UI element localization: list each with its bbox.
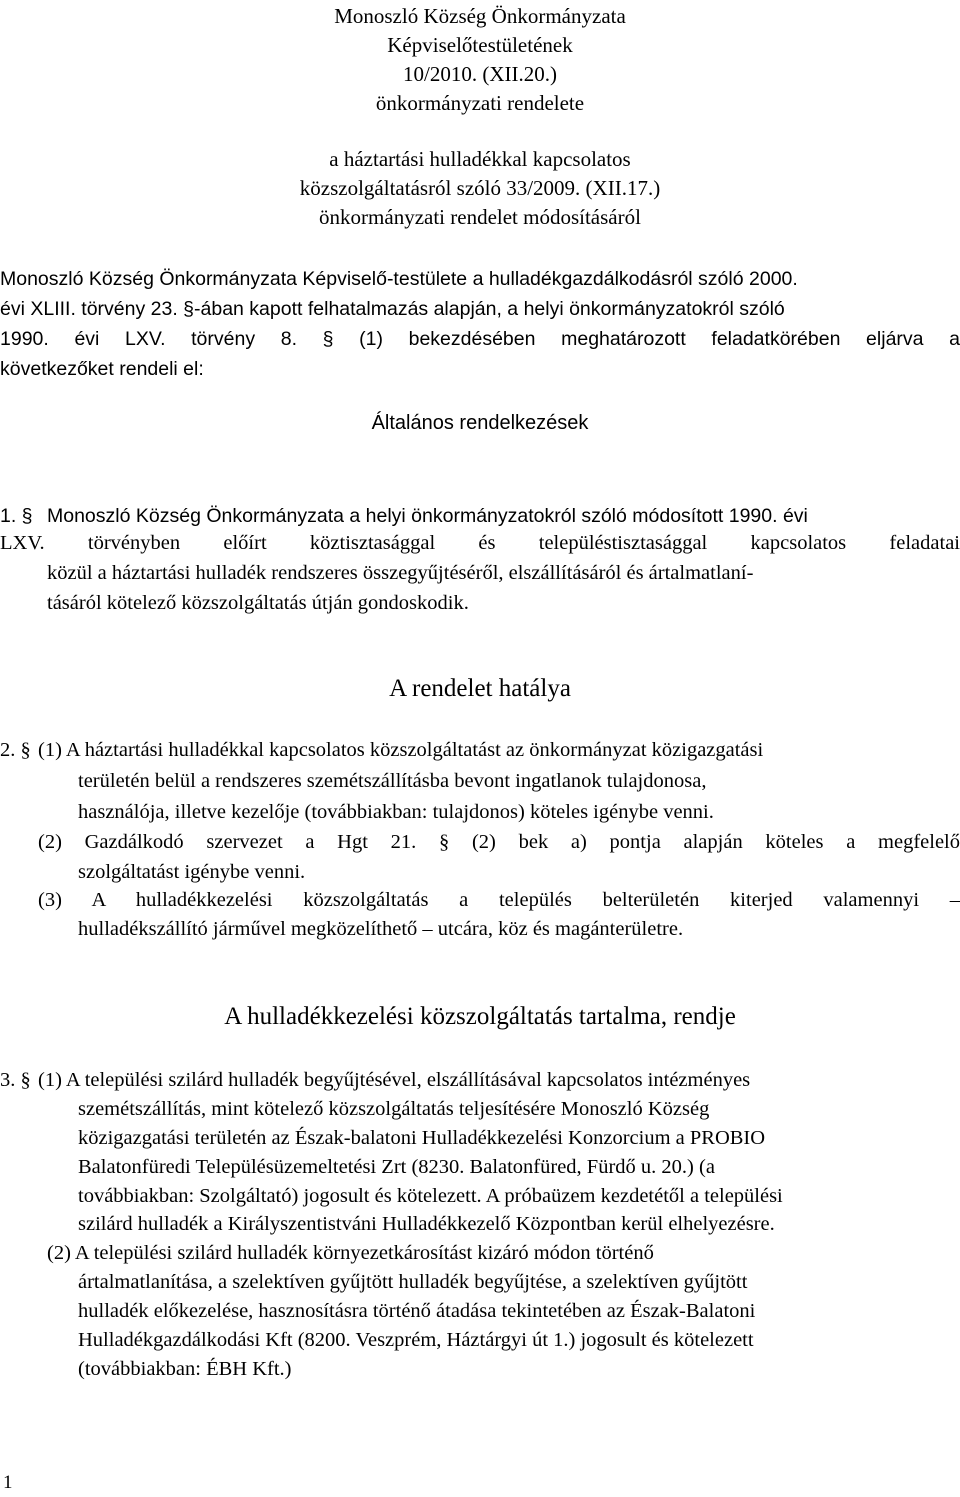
paragraph-3-line: (továbbiakban: ÉBH Kft.) <box>78 1358 292 1380</box>
paragraph-3-line: szemétszállítás, mint kötelező közszolgáltatás teljesítésére Monoszló Község <box>78 1098 710 1120</box>
paragraph-number: 2. § <box>0 739 31 761</box>
paragraph-2-line: szolgáltatást igénybe venni. <box>78 861 306 883</box>
paragraph-3-line: Hulladékgazdálkodási Kft (8200. Veszprém, Háztárgyi út 1.) jogosult és kötelezett <box>78 1329 754 1351</box>
paragraph-3-line: hulladék előkezelése, hasznosításra történő átadása tekintetében az Észak-Balatoni <box>78 1300 756 1322</box>
paragraph-3-line: Balatonfüredi Településüzemeltetési Zrt (8230. Balatonfüred, Fürdő u. 20.) (a <box>78 1156 715 1178</box>
paragraph-1-line: közül a háztartási hulladék rendszeres összegyűjtéséről, elszállításáról és ártalmatlaní- <box>47 562 754 584</box>
paragraph-1-line: LXV. törvényben előírt köztisztasággal és településtisztasággal kapcsolatos feladatai <box>0 532 960 554</box>
issuer-line: Monoszló Község Önkormányzata <box>334 4 626 28</box>
section-title-service: A hulladékkezelési közszolgáltatás tartalma, rendje <box>224 1003 736 1030</box>
preamble-line: évi XLIII. törvény 23. §-ában kapott felhatalmazás alapján, a helyi önkormányzatokról szóló <box>0 298 785 320</box>
decree-type: önkormányzati rendelete <box>375 91 585 115</box>
paragraph-3-line: (2) A települési szilárd hulladék környezetkárosítást kizáró módon történő <box>47 1242 654 1264</box>
paragraph-3-line: (1) A települési szilárd hulladék begyűjtésével, elszállításával kapcsolatos intézményes <box>38 1069 751 1091</box>
preamble-line: következőket rendeli el: <box>0 358 204 380</box>
decree-subject-line: önkormányzati rendelet módosításáról <box>319 205 641 229</box>
decree-number: 10/2010. (XII.20.) <box>403 62 557 86</box>
preamble-line: Monoszló Község Önkormányzata Képviselő-testülete a hulladékgazdálkodásról szóló 2000. <box>0 268 798 290</box>
paragraph-3-line: közigazgatási területén az Észak-balatoni Hulladékkezelési Konzorcium a PROBIO <box>78 1127 766 1149</box>
paragraph-2-line: (1) A háztartási hulladékkal kapcsolatos közszolgáltatást az önkormányzat közigazgatási <box>38 739 764 761</box>
paragraph-number: 1. § <box>0 505 33 527</box>
section-title-general: Általános rendelkezések <box>371 412 589 434</box>
section-title-scope: A rendelet hatálya <box>389 675 571 702</box>
page-number: 1 <box>3 1472 13 1493</box>
paragraph-2-line: használója, illetve kezelője (továbbiakban: tulajdonos) köteles igénybe venni. <box>78 801 714 823</box>
paragraph-1-line: Monoszló Község Önkormányzata a helyi önkormányzatokról szóló módosított 1990. évi <box>47 505 808 527</box>
decree-subject-line: közszolgáltatásról szóló 33/2009. (XII.17.) <box>299 176 661 200</box>
decree-subject-line: a háztartási hulladékkal kapcsolatos <box>329 147 631 171</box>
issuer-body-line: Képviselőtestületének <box>387 33 573 57</box>
preamble-line: 1990. évi LXV. törvény 8. § (1) bekezdésében meghatározott feladatkörében eljárva a <box>0 328 960 350</box>
paragraph-2-line: területén belül a rendszeres szemétszállításba bevont ingatlanok tulajdonosa, <box>78 770 707 792</box>
paragraph-3-line: ártalmatlanítása, a szelektíven gyűjtött hulladék begyűjtése, a szelektíven gyűjtött <box>78 1271 748 1293</box>
paragraph-3-line: szilárd hulladék a Királyszentistváni Hulladékkezelő Központban kerül elhelyezésre. <box>78 1213 775 1235</box>
paragraph-number: 3. § <box>0 1069 31 1091</box>
paragraph-2-line: (2) Gazdálkodó szervezet a Hgt 21. § (2) bek a) pontja alapján köteles a megfelelő <box>38 831 960 853</box>
paragraph-2-line: hulladékszállító járművel megközelíthető – utcára, köz és magánterületre. <box>78 918 684 940</box>
paragraph-2-line: (3) A hulladékkezelési közszolgáltatás a település belterületén kiterjed valamennyi – <box>38 889 960 911</box>
paragraph-3-line: továbbiakban: Szolgáltató) jogosult és kötelezett. A próbaüzem kezdetétől a települési <box>78 1185 783 1207</box>
paragraph-1-line: tásáról kötelező közszolgáltatás útján gondoskodik. <box>47 592 469 614</box>
